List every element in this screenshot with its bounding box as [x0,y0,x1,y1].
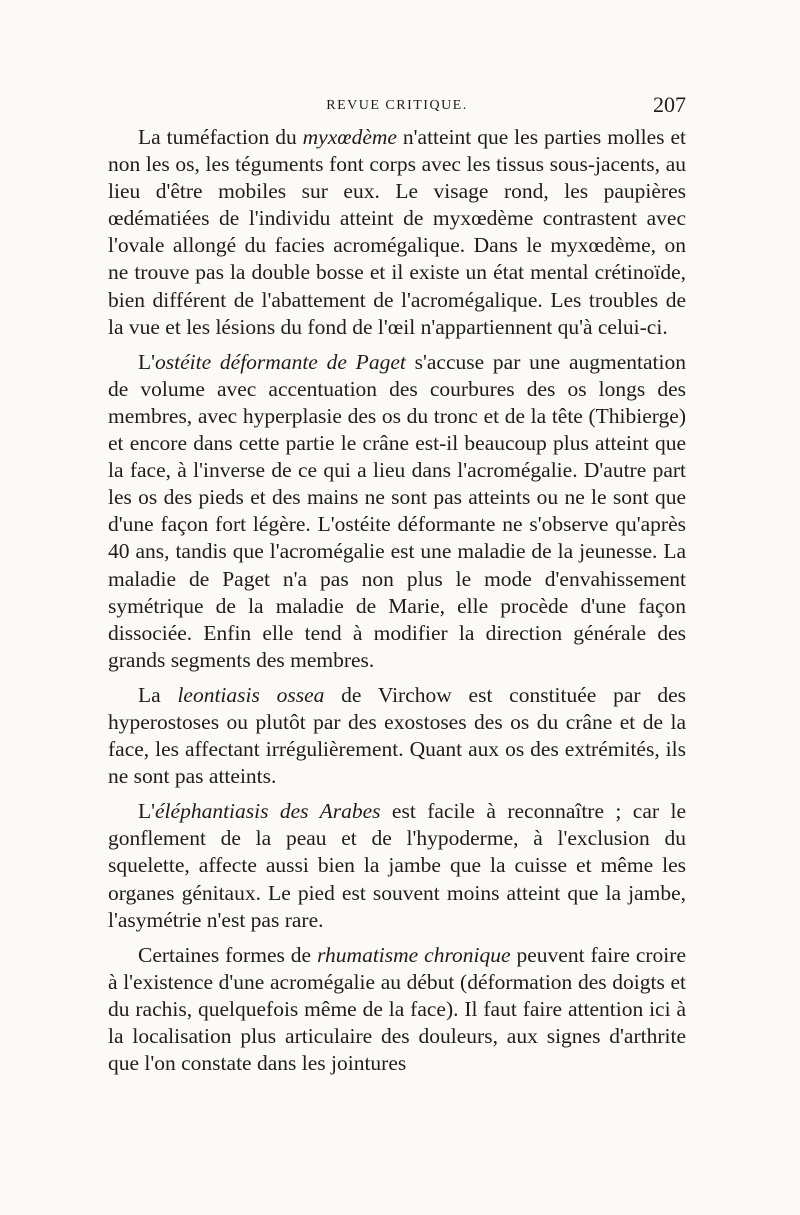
text-run: L' [138,349,156,374]
paragraph-elephantiasis [108,798,686,933]
italic-term: rhumatisme chronique [317,942,511,967]
running-title: REVUE CRITIQUE. [326,98,468,113]
text-run: Certaines formes de [138,942,318,967]
body-text [108,124,686,1077]
italic-term: myxœdème [302,125,397,149]
italic-term: ostéite déformante de Paget [155,349,406,374]
page-number: 207 [653,92,686,117]
paragraph-leontiasis [108,682,686,790]
text-run: de Virchow est constituée par des hyperostoses ou plutôt par des exostoses des os du crâne et de la face, les affectant irrégulièrement. Quant aux os des extrémités, ils ne sont pas atteints. [108,682,686,789]
text-run: peuvent faire croire à l'existence d'une acromégalie au début (déformation des doigts et du rachis, quelquefois même de la face). Il faut faire attention ici à la localisation plus articulaire des douleurs, aux signes d'arthrite que l'on constate dans les jointures [108,942,686,1076]
page-header [108,92,686,122]
text-run: n'atteint que les parties molles et non les os, les téguments font corps avec les tissus sous-jacents, au lieu d'être mobiles sur eux. Le visage rond, les paupières œdématiées de l'individu atteint de myxœdème contrastent avec l'ovale allongé du facies acromégalique. Dans le myxœdème, on ne trouve pas la double bosse et il existe un état mental crétinoïde, bien différent de l'abattement de l'acromégalique. Les troubles de la vue et les lésions du fond de l'œil n'appartiennent qu'à celui-ci. [108,125,687,339]
paragraph-myxoedeme [108,124,686,341]
paragraph-rhumatisme [108,942,686,1077]
text-run: L' [138,799,156,824]
text-run: s'accuse par une augmentation de volume avec accentuation des courbures des os longs des membres, avec hyperplasie des os du tronc et de la tête (Thibierge) et encore dans cette partie le crâne est-il beaucoup plus atteint que la face, à l'inverse de ce qui a lieu dans l'acromégalie. D'autre part les os des pieds et des mains ne sont pas atteints ou ne le sont que d'une façon fort légère. L'ostéite déformante ne s'observe qu'après 40 ans, tandis que l'acromégalie est une maladie de la jeunesse. La maladie de Paget n'a pas non plus le mode d'envahissement symétrique de la maladie de Marie, elle procède d'une façon dissociée. Enfin elle tend à modifier la direction générale des grands segments des membres. [108,349,686,672]
text-run: La tuméfaction du [138,125,303,149]
paragraph-osteite-paget [108,349,686,674]
italic-term: leontiasis ossea [177,682,325,707]
italic-term: éléphantiasis des Arabes [155,799,381,824]
text-run: La [138,682,178,707]
text-run: est facile à reconnaître ; car le gonflement de la peau et de l'hypoderme, à l'exclusion du squelette, affecte aussi bien la jambe que la cuisse et même les organes génitaux. Le pied est souvent moins atteint que la jambe, l'asymétrie n'est pas rare. [108,799,686,932]
